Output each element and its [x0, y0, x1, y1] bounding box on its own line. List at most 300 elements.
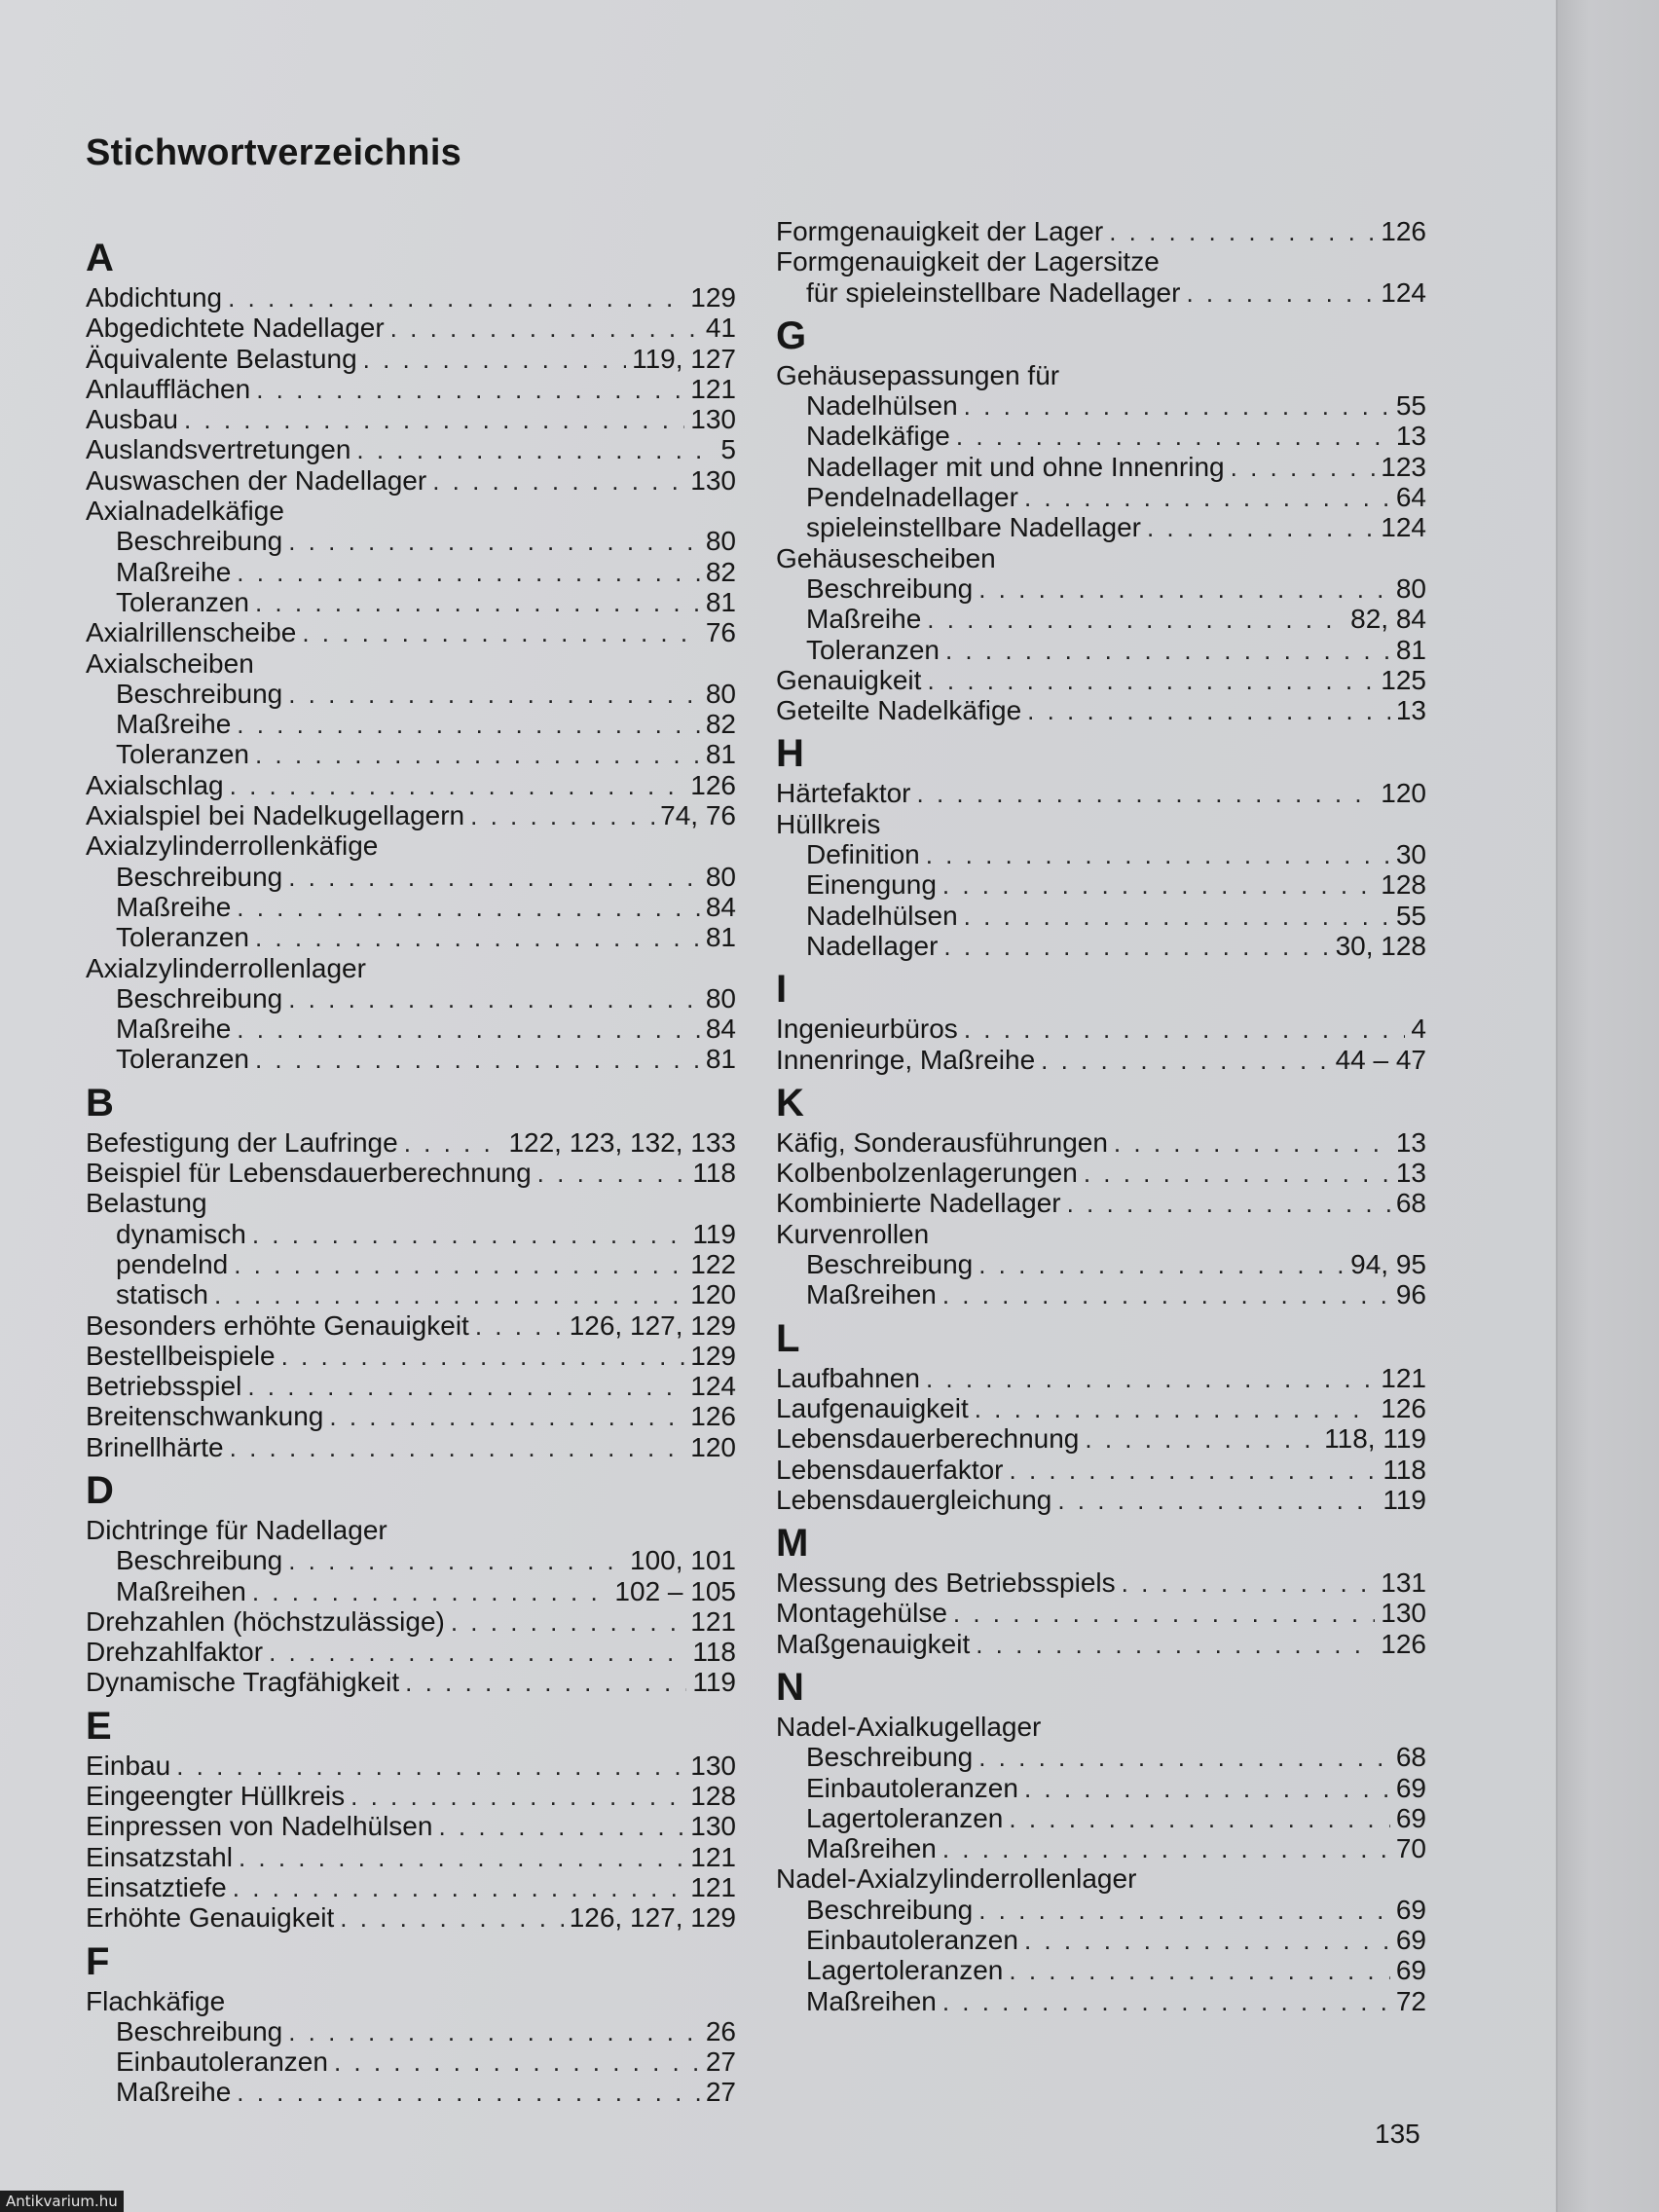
watermark: Antikvarium.hu	[0, 2191, 124, 2212]
index-entry	[86, 1371, 736, 1401]
index-page-ref: 80	[705, 982, 736, 1014]
index-entry	[776, 1455, 1426, 1485]
dot-leader	[405, 1668, 686, 1698]
dot-leader	[451, 1607, 684, 1638]
index-term: Lagertoleranzen	[806, 1955, 1004, 1986]
dot-leader	[334, 2047, 700, 2078]
index-page-ref: 69	[1395, 1772, 1426, 1803]
index-page-ref: 120	[690, 1431, 736, 1462]
page-number: 135	[1375, 2119, 1420, 2149]
index-term: Brinellhärte	[86, 1431, 224, 1462]
index-subentry	[776, 839, 1426, 869]
index-term: Beschreibung	[116, 526, 283, 557]
index-subentry	[86, 1279, 736, 1309]
index-section-letter: I	[776, 968, 788, 1012]
index-page-ref: 80	[705, 861, 736, 892]
index-entry	[86, 1341, 736, 1371]
index-page-ref: 126	[1381, 1628, 1426, 1659]
index-term: Erhöhte Genauigkeit	[86, 1902, 335, 1934]
dot-leader	[942, 1834, 1390, 1864]
index-term: Axialzylinderrollenkäfige	[86, 830, 379, 862]
index-term: Einbau	[86, 1750, 171, 1781]
dot-leader	[1024, 1926, 1390, 1956]
index-page-ref: 130	[690, 1750, 736, 1781]
index-page-ref: 82	[705, 556, 736, 587]
index-page-ref: 69	[1395, 1955, 1426, 1986]
index-subentry	[776, 1249, 1426, 1279]
dot-leader	[927, 605, 1345, 635]
dot-leader	[237, 893, 700, 923]
index-term: Toleranzen	[116, 922, 249, 953]
index-term: Geteilte Nadelkäfige	[776, 695, 1022, 726]
index-column-right	[776, 216, 1426, 2016]
page-edge-shadow	[1556, 0, 1659, 2212]
index-subentry	[86, 739, 736, 769]
dot-leader	[1109, 217, 1375, 247]
index-entry	[86, 1872, 736, 1902]
index-page-ref: 126	[1381, 1392, 1426, 1423]
index-heading	[776, 360, 1426, 390]
index-term: Käfig, Sonderausführungen	[776, 1126, 1108, 1158]
index-subentry	[776, 1833, 1426, 1863]
index-page-ref: 130	[690, 1811, 736, 1842]
index-page-ref: 76	[705, 617, 736, 648]
dot-leader	[252, 1577, 609, 1607]
index-term: Besonders erhöhte Genauigkeit	[86, 1309, 469, 1341]
index-entry	[86, 1781, 736, 1811]
index-page-ref: 44 – 47	[1335, 1044, 1426, 1075]
index-page-ref: 121	[690, 1841, 736, 1872]
index-term: Einbautoleranzen	[806, 1772, 1018, 1803]
index-entry	[86, 313, 736, 343]
dot-leader	[537, 1159, 687, 1189]
index-section-letter: E	[86, 1704, 112, 1748]
dot-leader	[978, 1896, 1390, 1926]
index-term: Nadellager	[806, 930, 939, 961]
index-section-letter: M	[776, 1522, 809, 1566]
index-heading	[776, 1219, 1426, 1249]
index-entry	[86, 1842, 736, 1872]
index-page-ref: 131	[1381, 1567, 1426, 1599]
index-page-ref: 125	[1381, 664, 1426, 695]
index-entry	[776, 1127, 1426, 1158]
index-entry	[86, 374, 736, 404]
index-section-letter: F	[86, 1939, 110, 1983]
index-page-ref: 129	[690, 1340, 736, 1371]
dot-leader	[978, 574, 1390, 605]
index-section-letter: K	[776, 1081, 804, 1124]
index-page-ref: 100, 101	[630, 1545, 736, 1576]
index-term: Montagehülse	[776, 1598, 947, 1629]
index-subentry	[86, 526, 736, 556]
index-term: Maßreihen	[806, 1833, 937, 1864]
index-page-ref: 121	[1381, 1362, 1426, 1393]
index-term: Axialrillenscheibe	[86, 617, 297, 648]
dot-leader	[340, 1903, 563, 1934]
dot-leader	[917, 779, 1376, 809]
index-term: Toleranzen	[116, 586, 249, 617]
index-subentry	[776, 635, 1426, 665]
index-term: Eingeengter Hüllkreis	[86, 1781, 346, 1812]
index-heading	[86, 648, 736, 679]
index-page-ref: 69	[1395, 1925, 1426, 1956]
index-column-left	[86, 230, 736, 2108]
index-page-ref: 55	[1395, 390, 1426, 422]
dot-leader	[1084, 1159, 1390, 1189]
index-page-ref: 128	[1381, 869, 1426, 901]
index-heading	[776, 1863, 1426, 1894]
index-entry	[776, 1158, 1426, 1188]
index-subentry	[776, 1803, 1426, 1833]
index-subentry	[776, 1986, 1426, 2016]
index-subentry	[776, 573, 1426, 604]
index-term: Maßgenauigkeit	[776, 1628, 971, 1659]
index-section-letter: A	[86, 237, 114, 279]
index-page-ref: 82	[705, 709, 736, 740]
index-term: Beschreibung	[116, 982, 283, 1014]
index-term: Drehzahlfaktor	[86, 1637, 264, 1668]
dot-leader	[956, 422, 1390, 452]
index-subentry	[86, 2046, 736, 2077]
index-entry	[86, 800, 736, 830]
index-page-ref: 102 – 105	[614, 1575, 736, 1606]
dot-leader	[288, 2017, 700, 2047]
index-term: Axialzylinderrollenlager	[86, 952, 366, 983]
index-entry	[86, 1606, 736, 1637]
index-entry	[86, 404, 736, 434]
dot-leader	[976, 1630, 1375, 1660]
dot-leader	[964, 1014, 1406, 1045]
dot-leader	[234, 1250, 684, 1280]
index-entry	[86, 1401, 736, 1431]
index-page-ref: 13	[1395, 1126, 1426, 1158]
index-heading	[86, 496, 736, 526]
index-subentry	[86, 892, 736, 922]
index-term: Ingenieurbüros	[776, 1014, 958, 1045]
index-entry	[86, 344, 736, 374]
index-term: Beschreibung	[116, 2015, 283, 2046]
index-subentry	[776, 421, 1426, 451]
index-term: Axialscheiben	[86, 647, 254, 679]
index-page-ref: 119	[692, 1667, 736, 1698]
index-subentry	[776, 277, 1426, 308]
dot-leader	[255, 740, 700, 770]
dot-leader	[1041, 1046, 1329, 1076]
index-term: dynamisch	[116, 1218, 246, 1249]
index-term: Auslandsvertretungen	[86, 434, 351, 465]
dot-leader	[470, 801, 654, 831]
index-page-ref: 122, 123, 132, 133	[508, 1126, 736, 1158]
dot-leader	[230, 771, 685, 801]
index-term: Innenringe, Maßreihe	[776, 1044, 1036, 1075]
dot-leader	[329, 1402, 684, 1432]
dot-leader	[237, 710, 700, 740]
index-term: Einbautoleranzen	[806, 1925, 1018, 1956]
index-subentry	[86, 557, 736, 587]
index-term: Nadel-Axialkugellager	[776, 1711, 1042, 1742]
index-term: Abgedichtete Nadellager	[86, 313, 385, 344]
index-term: Auswaschen der Nadellager	[86, 464, 427, 496]
index-page-ref: 118	[1382, 1454, 1426, 1485]
index-page-ref: 5	[720, 434, 736, 465]
index-term: Befestigung der Laufringe	[86, 1126, 398, 1158]
dot-leader	[350, 1782, 684, 1812]
index-page-ref: 118	[692, 1637, 736, 1668]
index-page-ref: 96	[1395, 1279, 1426, 1310]
index-entry	[776, 1567, 1426, 1598]
index-term: Belastung	[86, 1188, 207, 1219]
index-page-ref: 80	[1395, 572, 1426, 604]
index-term: Dichtringe für Nadellager	[86, 1514, 387, 1545]
index-page-ref: 123	[1381, 451, 1426, 482]
index-term: Nadellager mit und ohne Innenring	[806, 451, 1225, 482]
dot-leader	[942, 870, 1375, 901]
index-term: Axialschlag	[86, 769, 224, 800]
index-page-ref: 126	[690, 769, 736, 800]
index-term: Drehzahlen (höchstzulässige)	[86, 1605, 445, 1637]
index-page-ref: 82, 84	[1350, 604, 1426, 635]
index-term: Betriebsspiel	[86, 1371, 242, 1402]
index-term: Beschreibung	[806, 1894, 974, 1925]
index-page-ref: 27	[705, 2077, 736, 2108]
index-term: Lebensdauerberechnung	[776, 1423, 1080, 1455]
index-term: Härtefaktor	[776, 778, 911, 809]
index-entry	[776, 1014, 1426, 1044]
index-term: Genauigkeit	[776, 664, 922, 695]
index-page-ref: 129	[690, 282, 736, 313]
index-subentry	[776, 512, 1426, 542]
index-section-letter: D	[86, 1468, 114, 1512]
dot-leader	[927, 666, 1375, 696]
index-page-ref: 118	[692, 1158, 736, 1189]
dot-leader	[1186, 278, 1375, 309]
index-term: Axialspiel bei Nadelkugellagern	[86, 800, 465, 831]
index-page-ref: 124	[690, 1371, 736, 1402]
index-page-ref: 130	[1381, 1598, 1426, 1629]
index-page-ref: 81	[705, 922, 736, 953]
index-entry	[86, 617, 736, 647]
index-term: Beschreibung	[116, 678, 283, 709]
index-subentry	[776, 452, 1426, 482]
index-section-letter: N	[776, 1665, 804, 1709]
index-page-ref: 68	[1395, 1742, 1426, 1773]
index-term: Maßreihe	[116, 2077, 232, 2108]
index-term: spieleinstellbare Nadellager	[806, 512, 1141, 543]
dot-leader	[404, 1128, 503, 1159]
index-entry	[776, 1423, 1426, 1454]
dot-leader	[390, 313, 700, 344]
index-page-ref: 81	[705, 1044, 736, 1075]
index-section-letter: G	[776, 313, 807, 357]
index-term: Einsatztiefe	[86, 1871, 227, 1902]
dot-leader	[953, 1599, 1375, 1629]
index-subentry	[86, 2077, 736, 2107]
index-subentry	[776, 482, 1426, 512]
index-page-ref: 94, 95	[1350, 1249, 1426, 1280]
index-term: Maßreihe	[116, 891, 232, 922]
index-term: Nadelhülsen	[806, 900, 958, 931]
index-heading	[776, 246, 1426, 276]
index-page-ref: 81	[705, 586, 736, 617]
dot-leader	[176, 1751, 684, 1782]
index-entry	[776, 1188, 1426, 1218]
index-term: pendelnd	[116, 1248, 229, 1279]
dot-leader	[281, 1342, 685, 1372]
dot-leader	[1024, 483, 1390, 513]
index-term: Maßreihe	[116, 1014, 232, 1045]
index-term: Einpressen von Nadelhülsen	[86, 1811, 433, 1842]
index-term: Bestellbeispiele	[86, 1340, 276, 1371]
dot-leader	[269, 1638, 686, 1668]
dot-leader	[438, 1812, 684, 1842]
index-heading	[776, 809, 1426, 839]
index-heading	[86, 1515, 736, 1545]
index-page-ref: 119	[1382, 1484, 1426, 1515]
index-term: Beispiel für Lebensdauerberechnung	[86, 1158, 532, 1189]
index-term: Laufgenauigkeit	[776, 1392, 969, 1423]
dot-leader	[945, 636, 1390, 666]
index-page-ref: 124	[1381, 512, 1426, 543]
dot-leader	[1009, 1804, 1389, 1834]
dot-leader	[255, 588, 700, 618]
dot-leader	[288, 984, 700, 1014]
index-page-ref: 69	[1395, 1894, 1426, 1925]
dot-leader	[255, 923, 700, 953]
index-subentry	[86, 1014, 736, 1044]
index-subentry	[86, 679, 736, 709]
index-page-ref: 120	[690, 1279, 736, 1310]
index-subentry	[776, 1955, 1426, 1985]
dot-leader	[964, 902, 1390, 932]
index-section-letter: L	[776, 1316, 800, 1360]
dot-leader	[228, 283, 684, 313]
index-page-ref: 84	[705, 1014, 736, 1045]
dot-leader	[475, 1311, 564, 1342]
index-page-ref: 30, 128	[1335, 930, 1426, 961]
index-term: Hüllkreis	[776, 808, 881, 839]
index-page-ref: 119	[692, 1218, 736, 1249]
index-term: Axialnadelkäfige	[86, 496, 284, 527]
index-page-ref: 26	[705, 2015, 736, 2046]
dot-leader	[975, 1394, 1376, 1424]
index-term: Laufbahnen	[776, 1362, 920, 1393]
index-term: Toleranzen	[116, 739, 249, 770]
index-term: Beschreibung	[806, 1249, 974, 1280]
index-term: Maßreihen	[806, 1985, 937, 2016]
index-page-ref: 81	[705, 739, 736, 770]
index-term: Beschreibung	[806, 1742, 974, 1773]
index-term: Lebensdauerfaktor	[776, 1454, 1004, 1485]
dot-leader	[363, 345, 626, 375]
index-page-ref: 118, 119	[1324, 1423, 1426, 1455]
index-page-ref: 126	[690, 1401, 736, 1432]
index-term: Gehäusescheiben	[776, 542, 996, 573]
dot-leader	[1231, 453, 1376, 483]
index-heading	[86, 830, 736, 861]
index-subentry	[86, 1044, 736, 1074]
index-page-ref: 13	[1395, 421, 1426, 452]
index-subentry	[776, 1895, 1426, 1925]
dot-leader	[926, 840, 1390, 870]
index-entry	[86, 1811, 736, 1841]
index-subentry	[86, 1249, 736, 1279]
index-term: Kurvenrollen	[776, 1218, 930, 1249]
index-page-ref: 80	[705, 678, 736, 709]
index-subentry	[776, 1279, 1426, 1309]
index-page-ref: 72	[1395, 1985, 1426, 2016]
index-term: Ausbau	[86, 404, 178, 435]
index-page-ref: 128	[690, 1781, 736, 1812]
index-subentry	[86, 1576, 736, 1606]
index-entry	[776, 695, 1426, 725]
index-term: Nadelkäfige	[806, 421, 950, 452]
index-term: Pendelnadellager	[806, 482, 1018, 513]
index-page-ref: 69	[1395, 1802, 1426, 1833]
index-term: Toleranzen	[116, 1044, 249, 1075]
dot-leader	[239, 1843, 684, 1873]
index-subentry	[776, 901, 1426, 931]
index-term: Einsatzstahl	[86, 1841, 233, 1872]
dot-leader	[237, 1014, 700, 1045]
index-term: Äquivalente Belastung	[86, 343, 357, 374]
dot-leader	[255, 1045, 700, 1075]
index-term: Einengung	[806, 869, 937, 901]
index-entry	[86, 1310, 736, 1341]
dot-leader	[1147, 513, 1375, 543]
dot-leader	[942, 1280, 1390, 1310]
index-entry	[776, 216, 1426, 246]
index-page-ref: 55	[1395, 900, 1426, 931]
index-page-ref: 27	[705, 2046, 736, 2078]
dot-leader	[288, 680, 700, 710]
index-term: Maßreihe	[116, 709, 232, 740]
index-subentry	[776, 1925, 1426, 1955]
page-title: Stichwortverzeichnis	[86, 132, 462, 173]
index-term: Gehäusepassungen für	[776, 359, 1060, 390]
index-term: Breitenschwankung	[86, 1401, 324, 1432]
index-page-ref: 121	[690, 1871, 736, 1902]
index-term: Nadel-Axialzylinderrollenlager	[776, 1863, 1137, 1895]
index-page-ref: 68	[1395, 1188, 1426, 1219]
index-page-ref: 120	[1381, 778, 1426, 809]
index-entry	[86, 282, 736, 313]
dot-leader	[943, 932, 1329, 962]
index-page-ref: 64	[1395, 482, 1426, 513]
index-page-ref: 121	[690, 373, 736, 404]
index-section-letter: H	[776, 732, 804, 776]
index-entry	[776, 1045, 1426, 1075]
index-term: Formgenauigkeit der Lagersitze	[776, 246, 1160, 277]
index-page-ref: 74, 76	[660, 800, 736, 831]
index-entry	[86, 1667, 736, 1697]
index-subentry	[86, 862, 736, 892]
index-term: Formgenauigkeit der Lager	[776, 216, 1104, 246]
index-subentry	[86, 587, 736, 617]
index-subentry	[776, 604, 1426, 634]
dot-leader	[237, 2078, 700, 2108]
index-page-ref: 126, 127, 129	[569, 1309, 736, 1341]
dot-leader	[978, 1743, 1390, 1773]
index-subentry	[86, 709, 736, 739]
dot-leader	[432, 466, 684, 497]
index-term: Maßreihe	[116, 556, 232, 587]
dot-leader	[926, 1364, 1375, 1394]
dot-leader	[1009, 1956, 1389, 1986]
index-term: Beschreibung	[116, 861, 283, 892]
index-heading	[776, 1712, 1426, 1742]
index-subentry	[86, 1219, 736, 1249]
index-term: Toleranzen	[806, 634, 940, 665]
